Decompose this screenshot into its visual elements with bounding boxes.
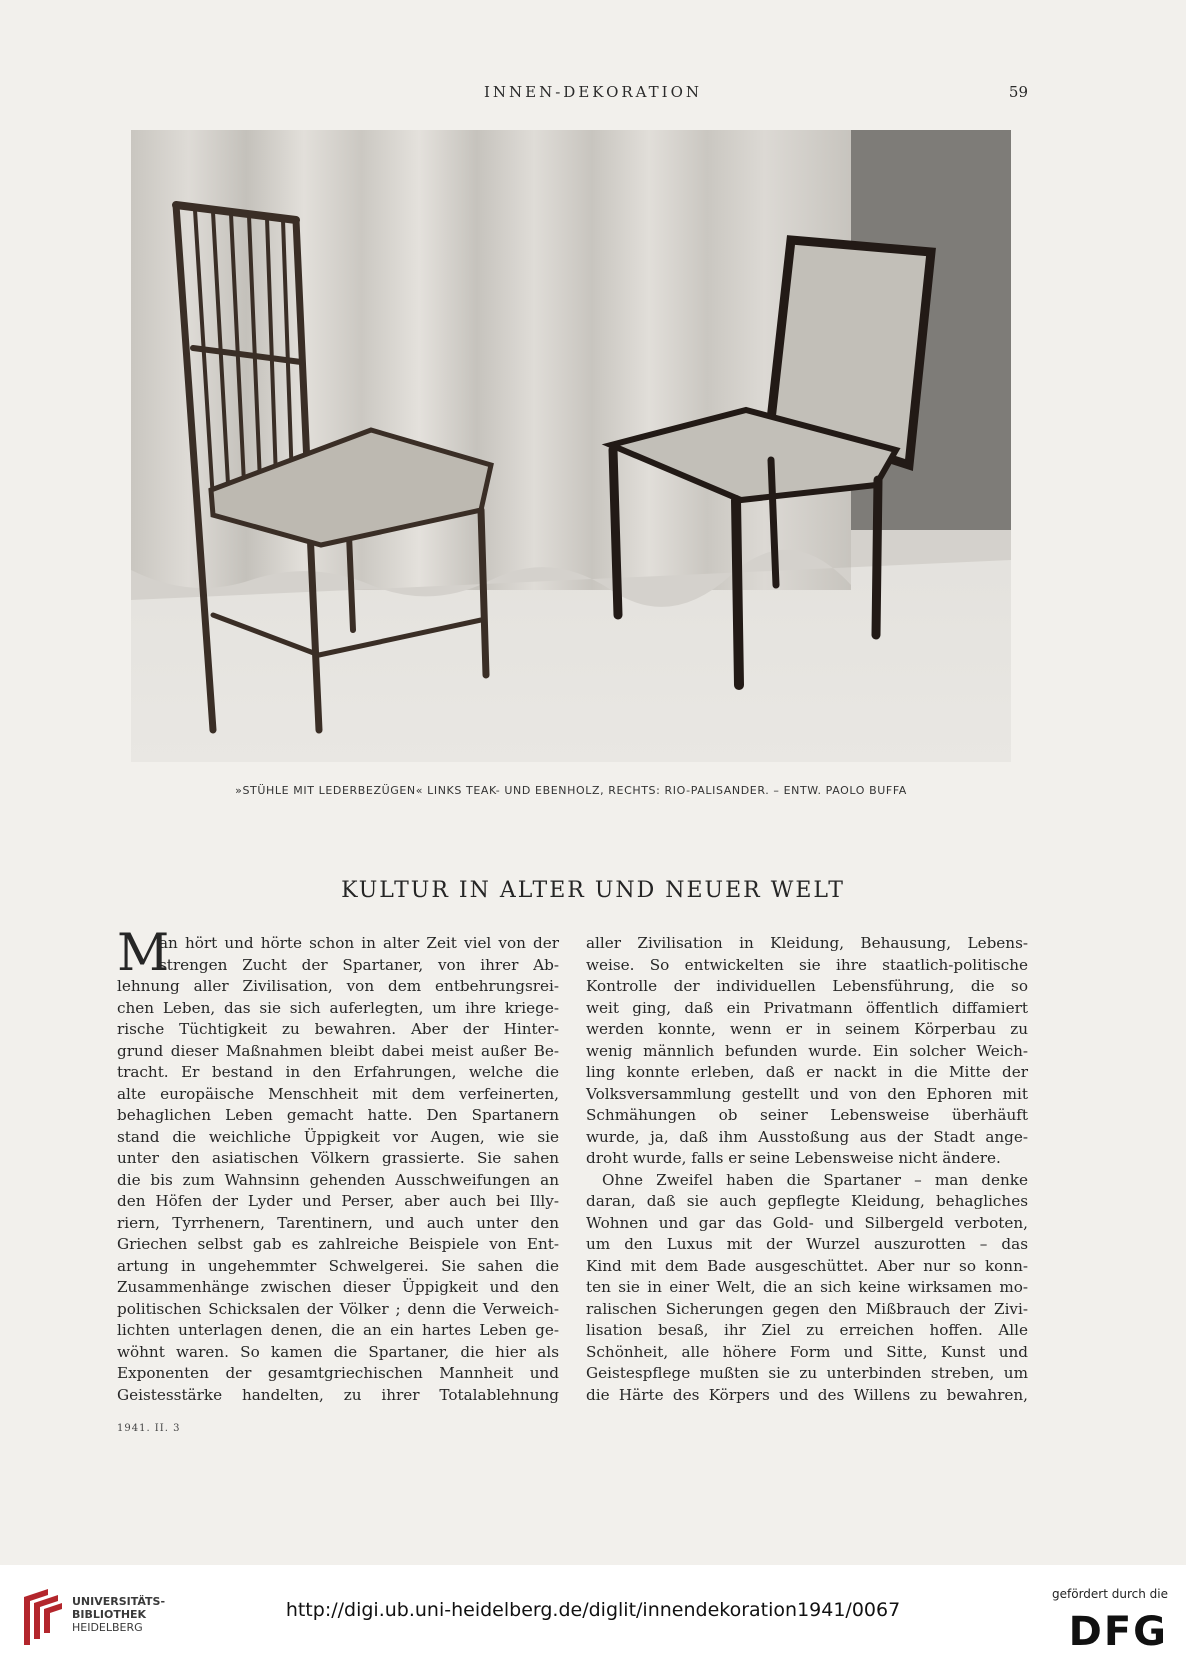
text-line: Geistesstärke handelten, zu ihrer Totalablehnung xyxy=(117,1385,559,1404)
chairs-photo xyxy=(131,130,1011,762)
text-line: politischen Schicksalen der Völker ; denn die Verweich- xyxy=(117,1299,559,1318)
print-signature: 1941. II. 3 xyxy=(117,1423,181,1434)
permalink-url[interactable]: http://digi.ub.uni-heidelberg.de/diglit/innendekoration1941/0067 xyxy=(285,1599,901,1621)
text-line: Kontrolle der individuellen Lebensführung, die so xyxy=(586,977,1028,995)
text-line: stand die weichliche Üppigkeit vor Augen, wie sie xyxy=(117,1127,559,1146)
text-line: chen Leben, das sie sich auferlegten, um ihre kriege- xyxy=(117,998,559,1017)
text-line: Kind mit dem Bade ausgeschüttet. Aber nur so konn- xyxy=(586,1256,1028,1275)
text-line: ten sie in einer Welt, die an sich keine wirksamen mo- xyxy=(586,1278,1028,1296)
text-line: Griechen selbst gab es zahlreiche Beispiele von Ent- xyxy=(117,1235,559,1253)
text-line: wenig männlich befunden wurde. Ein solcher Weich- xyxy=(586,1041,1028,1060)
text-line: aller Zivilisation in Kleidung, Behausung, Lebens- xyxy=(586,934,1028,952)
article-title: KULTUR IN ALTER UND NEUER WELT xyxy=(341,878,845,903)
chairs-photo-drawing xyxy=(131,130,1011,762)
text-line: ralischen Sicherungen gegen den Mißbrauch der Zivi- xyxy=(586,1299,1028,1318)
dfg-logo: DFG xyxy=(1068,1609,1168,1655)
text-line: Wohnen und gar das Gold- und Silbergeld verboten, xyxy=(586,1213,1028,1232)
running-title: INNEN-DEKORATION xyxy=(483,83,703,101)
text-line: droht wurde, falls er seine Lebensweise nicht ändere. xyxy=(586,1149,1001,1167)
text-line: Schönheit, alle höhere Form und Sitte, Kunst und xyxy=(586,1342,1028,1361)
text-line: ling konnte erleben, daß er nackt in die Mitte der xyxy=(586,1063,1028,1081)
text-line: behaglichen Leben gemacht hatte. Den Spartanern xyxy=(117,1106,559,1124)
footer-bar xyxy=(0,1565,1186,1661)
text-line: artung in ungehemmter Schwelgerei. Sie sahen die xyxy=(117,1256,559,1275)
library-name: UNIVERSITÄTS- BIBLIOTHEK HEIDELBERG xyxy=(72,1595,166,1634)
text-line: an hört und hörte schon in alter Zeit viel von der xyxy=(159,934,559,952)
text-line: Schmähungen ob seiner Lebensweise überhäuft xyxy=(586,1106,1028,1124)
text-line: die bis zum Wahnsinn gehenden Ausschweifungen an xyxy=(117,1170,559,1189)
running-head xyxy=(0,83,1186,107)
text-line: rische Tüchtigkeit zu bewahren. Aber der Hinter- xyxy=(117,1020,559,1038)
text-line: strengen Zucht der Spartaner, von ihrer Ab- xyxy=(159,955,559,974)
text-line: die Härte des Körpers und des Willens zu bewahren, xyxy=(586,1385,1028,1404)
text-line: weise. So entwickelten sie ihre staatlich-politische xyxy=(586,955,1028,974)
text-line: tracht. Er bestand in den Erfahrungen, welche die xyxy=(117,1063,559,1081)
text-line: daran, daß sie auch gepflegte Kleidung, behagliches xyxy=(586,1192,1028,1210)
drop-cap: M xyxy=(117,924,170,983)
text-line: Geistespflege mußten sie zu unterbinden streben, um xyxy=(586,1364,1028,1382)
article-column-right xyxy=(586,933,1028,1406)
photo-caption: »STÜHLE MIT LEDERBEZÜGEN« LINKS TEAK- UND EBENHOLZ, RECHTS: RIO-PALISANDER. – ENTW. PAOLO BUFFA xyxy=(235,784,907,797)
text-line: riern, Tyrrhenern, Tarentinern, und auch unter den xyxy=(117,1213,559,1232)
text-line: wöhnt waren. So kamen die Spartaner, die hier als xyxy=(117,1342,559,1361)
text-line: lehnung aller Zivilisation, von dem entbehrungsrei- xyxy=(117,977,559,995)
text-line: grund dieser Maßnahmen bleibt dabei meist außer Be- xyxy=(117,1041,559,1060)
text-line: lichten unterlagen denen, die an ein hartes Leben ge- xyxy=(117,1321,559,1339)
text-line: weit ging, daß ein Privatmann öffentlich diffamiert xyxy=(586,998,1028,1017)
text-line: um den Luxus mit der Wurzel auszurotten – das xyxy=(586,1235,1028,1253)
text-line: den Höfen der Lyder und Perser, aber auch bei Illy- xyxy=(117,1192,559,1210)
text-line: wurde, ja, daß ihm Ausstoßung aus der Stadt ange- xyxy=(586,1127,1028,1146)
text-line: Ohne Zweifel haben die Spartaner – man denke xyxy=(602,1170,1028,1189)
article-column-left xyxy=(117,924,559,1406)
text-line: Volksversammlung gestellt und von den Ephoren mit xyxy=(586,1084,1028,1103)
text-line: lisation besaß, ihr Ziel zu erreichen hoffen. Alle xyxy=(586,1321,1028,1339)
page-number: 59 xyxy=(1008,83,1028,101)
text-line: werden konnte, wenn er in seinem Körperbau zu xyxy=(586,1020,1028,1038)
funding-note: gefördert durch die xyxy=(1052,1587,1168,1601)
text-line: unter den asiatischen Völkern grassierte. Sie sahen xyxy=(117,1149,559,1167)
text-line: alte europäische Menschheit mit dem verfeinerten, xyxy=(117,1084,559,1103)
text-line: Exponenten der gesamtgriechischen Mannheit und xyxy=(117,1364,559,1382)
text-line: Zusammenhänge zwischen dieser Üppigkeit und den xyxy=(117,1278,559,1296)
